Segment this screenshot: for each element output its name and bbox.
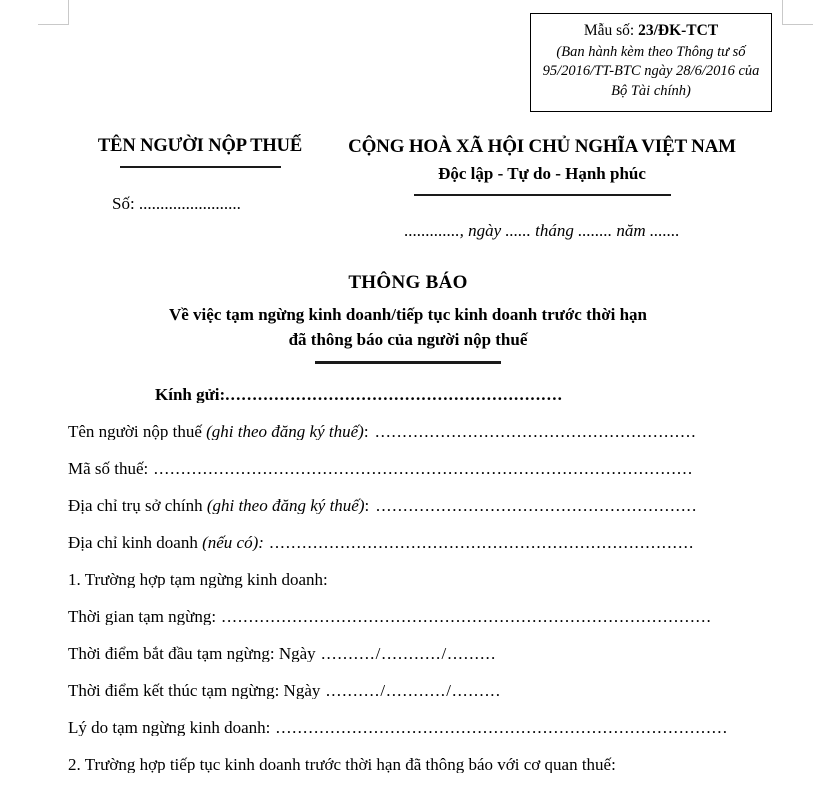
section-1-heading: 1. Trường hợp tạm ngừng kinh doanh:	[68, 571, 328, 588]
nation-name: CỘNG HOÀ XÃ HỘI CHỦ NGHĨA VIỆT NAM	[348, 136, 736, 157]
field-head-office	[0, 497, 816, 514]
doc-subtitle-line-2: đã thông báo của người nộp thuế	[288, 330, 528, 350]
field-tax-code-dots[interactable]: ...................................................................................................	[148, 460, 694, 477]
crop-mark-top-right	[782, 0, 813, 25]
field-business-address-dots[interactable]: ..............................................................................	[263, 534, 695, 551]
field-head-office-hint: (ghi theo đăng ký thuế)	[206, 497, 365, 514]
field-suspension-period-label: Thời gian tạm ngừng:	[68, 608, 217, 625]
field-tax-code-label: Mã số thuế:	[68, 460, 149, 477]
form-code-box	[530, 13, 772, 112]
title-rule	[315, 361, 501, 363]
masthead-left	[40, 136, 360, 214]
field-suspension-end	[0, 682, 816, 699]
masthead-right-rule	[414, 194, 671, 196]
field-business-address	[0, 534, 816, 551]
field-suspension-start-dots[interactable]: ........../.........../.........	[315, 645, 497, 662]
field-suspension-end-label: Thời điểm kết thúc tạm ngừng: Ngày	[68, 682, 321, 699]
field-recipient-label: Kính gửi:	[155, 386, 226, 403]
nation-motto: Độc lập - Tự do - Hạnh phúc	[438, 164, 646, 183]
form-code-label: Mẫu số:	[583, 22, 635, 39]
masthead-right	[332, 136, 752, 241]
field-recipient-dots[interactable]: ..............................................................	[225, 386, 564, 403]
masthead	[0, 136, 816, 256]
field-suspension-period-dots[interactable]: ..........................................................................................	[216, 608, 712, 625]
field-suspension-reason-label: Lý do tạm ngừng kinh doanh:	[68, 719, 271, 736]
clipped-next-line	[0, 793, 816, 804]
field-suspension-period	[0, 608, 816, 625]
field-suspension-reason-dots[interactable]: ...................................................................................	[270, 719, 729, 736]
taxpayer-org-label: TÊN NGƯỜI NỘP THUẾ	[97, 136, 303, 156]
field-taxpayer-name	[0, 423, 816, 440]
doc-date-field: ............., ngày ...... tháng ........ năm .......	[404, 221, 680, 241]
field-head-office-label: Địa chỉ trụ sở chính	[68, 497, 203, 514]
masthead-left-rule	[120, 166, 281, 168]
field-recipient	[0, 386, 816, 403]
doc-subtitle	[0, 302, 816, 352]
section-2-heading: 2. Trường hợp tiếp tục kinh doanh trước thời hạn đã thông báo với cơ quan thuế:	[68, 756, 616, 773]
doc-number-field: Số: ........................	[112, 194, 241, 214]
field-business-address-hint: (nếu có):	[202, 534, 264, 551]
form-body	[0, 386, 816, 804]
doc-subtitle-line-1: Về việc tạm ngừng kinh doanh/tiếp tục kinh doanh trước thời hạn	[168, 305, 648, 324]
field-suspension-start	[0, 645, 816, 662]
form-code-issued-under: (Ban hành kèm theo Thông tư số 95/2016/TT-BTC ngày 28/6/2016 của Bộ Tài chính)	[542, 43, 760, 100]
field-suspension-reason	[0, 719, 816, 736]
field-taxpayer-name-dots[interactable]: : ...........................................................	[363, 423, 697, 440]
field-suspension-start-label: Thời điểm bắt đầu tạm ngừng: Ngày	[68, 645, 316, 662]
crop-mark-top-left	[38, 0, 69, 25]
field-business-address-label: Địa chỉ kinh doanh	[68, 534, 198, 551]
field-taxpayer-name-hint: (ghi theo đăng ký thuế)	[206, 423, 364, 440]
page-title: THÔNG BÁO	[348, 272, 468, 293]
field-tax-code	[0, 460, 816, 477]
form-code-value: 23/ĐK-TCT	[638, 22, 719, 39]
field-head-office-dots[interactable]: : ...........................................................	[364, 497, 698, 514]
title-block	[0, 272, 816, 364]
field-suspension-end-dots[interactable]: ........../.........../.........	[320, 682, 502, 699]
field-taxpayer-name-label: Tên người nộp thuế	[68, 423, 202, 440]
form-code-line	[539, 21, 763, 42]
